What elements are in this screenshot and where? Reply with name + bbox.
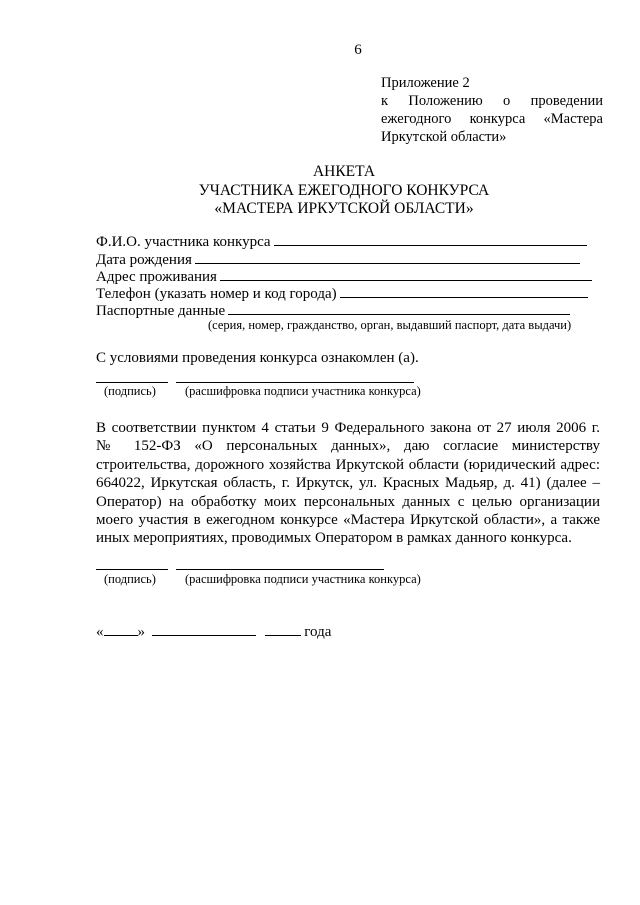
- page-number: 6: [354, 42, 362, 58]
- consent-line-6: моего участия в ежегодном конкурсе «Мастера Иркутской области», а также: [96, 512, 600, 529]
- address-field[interactable]: [220, 268, 592, 281]
- date-year-field[interactable]: [265, 623, 301, 636]
- birth-row: [96, 251, 580, 269]
- fio-label: Ф.И.О. участника конкурса: [96, 234, 271, 250]
- fio-row: [96, 233, 587, 251]
- passport-hint: (серия, номер, гражданство, орган, выдавший паспорт, дата выдачи): [208, 318, 572, 332]
- phone-field[interactable]: [340, 285, 588, 298]
- title-line-1: АНКЕТА: [312, 163, 376, 180]
- annex-line-1: Приложение 2: [381, 75, 470, 91]
- address-label: Адрес проживания: [96, 269, 217, 285]
- consent-line-4: 664022, Иркутская область, г. Иркутск, ул. Красных Мадьяр, д. 41) (далее –: [96, 475, 600, 492]
- birth-field[interactable]: [195, 251, 580, 264]
- fio-field[interactable]: [274, 233, 587, 246]
- phone-label: Телефон (указать номер и код города): [96, 286, 337, 302]
- consent-line-1: В соответствии пунктом 4 статьи 9 Федерального закона от 27 июля 2006 г.: [96, 420, 600, 436]
- signature-1-decode-line[interactable]: [176, 382, 414, 383]
- address-row: [96, 268, 592, 286]
- title-line-3: «МАСТЕРА ИРКУТСКОЙ ОБЛАСТИ»: [214, 200, 474, 217]
- annex-line-4: Иркутской области»: [381, 129, 507, 145]
- date-year-word: года: [304, 624, 332, 640]
- signature-2-line[interactable]: [96, 569, 168, 570]
- date-day-field[interactable]: [104, 623, 138, 636]
- consent-line-7: иных мероприятиях, проводимых Оператором в рамках данного конкурса.: [96, 530, 572, 547]
- annex-line-2: к Положению о проведении: [381, 93, 603, 109]
- annex-line-3: ежегодного конкурса «Мастера: [381, 111, 603, 127]
- passport-label: Паспортные данные: [96, 303, 226, 319]
- consent-line-5: Оператор) на обработку моих персональных данных с целью организации: [96, 493, 600, 510]
- phone-row: [96, 285, 588, 303]
- signature-1-decode-caption: (расшифровка подписи участника конкурса): [185, 384, 421, 398]
- signature-2-caption: (подпись): [104, 572, 156, 586]
- passport-field[interactable]: [228, 302, 570, 315]
- date-open-quote: «: [96, 624, 104, 640]
- consent-line-3: строительства, дорожного хозяйства Иркутской области (юридический адрес:: [96, 456, 600, 473]
- conditions-text: С условиями проведения конкурса ознакомлен (а).: [96, 350, 419, 366]
- title-line-2: УЧАСТНИКА ЕЖЕГОДНОГО КОНКУРСА: [198, 182, 490, 199]
- signature-2-decode-line[interactable]: [176, 569, 384, 570]
- consent-line-2: № 152-ФЗ «О персональных данных», даю согласие министерству: [96, 438, 600, 455]
- signature-2-decode-caption: (расшифровка подписи участника конкурса): [185, 572, 421, 586]
- date-month-field[interactable]: [152, 623, 256, 636]
- consent-paragraph: [96, 419, 600, 548]
- signature-1-caption: (подпись): [104, 384, 156, 398]
- date-close-quote: »: [137, 624, 145, 640]
- date-line: [96, 623, 331, 641]
- birth-label: Дата рождения: [96, 252, 192, 268]
- annex-block: [381, 74, 603, 146]
- signature-1-line[interactable]: [96, 382, 168, 383]
